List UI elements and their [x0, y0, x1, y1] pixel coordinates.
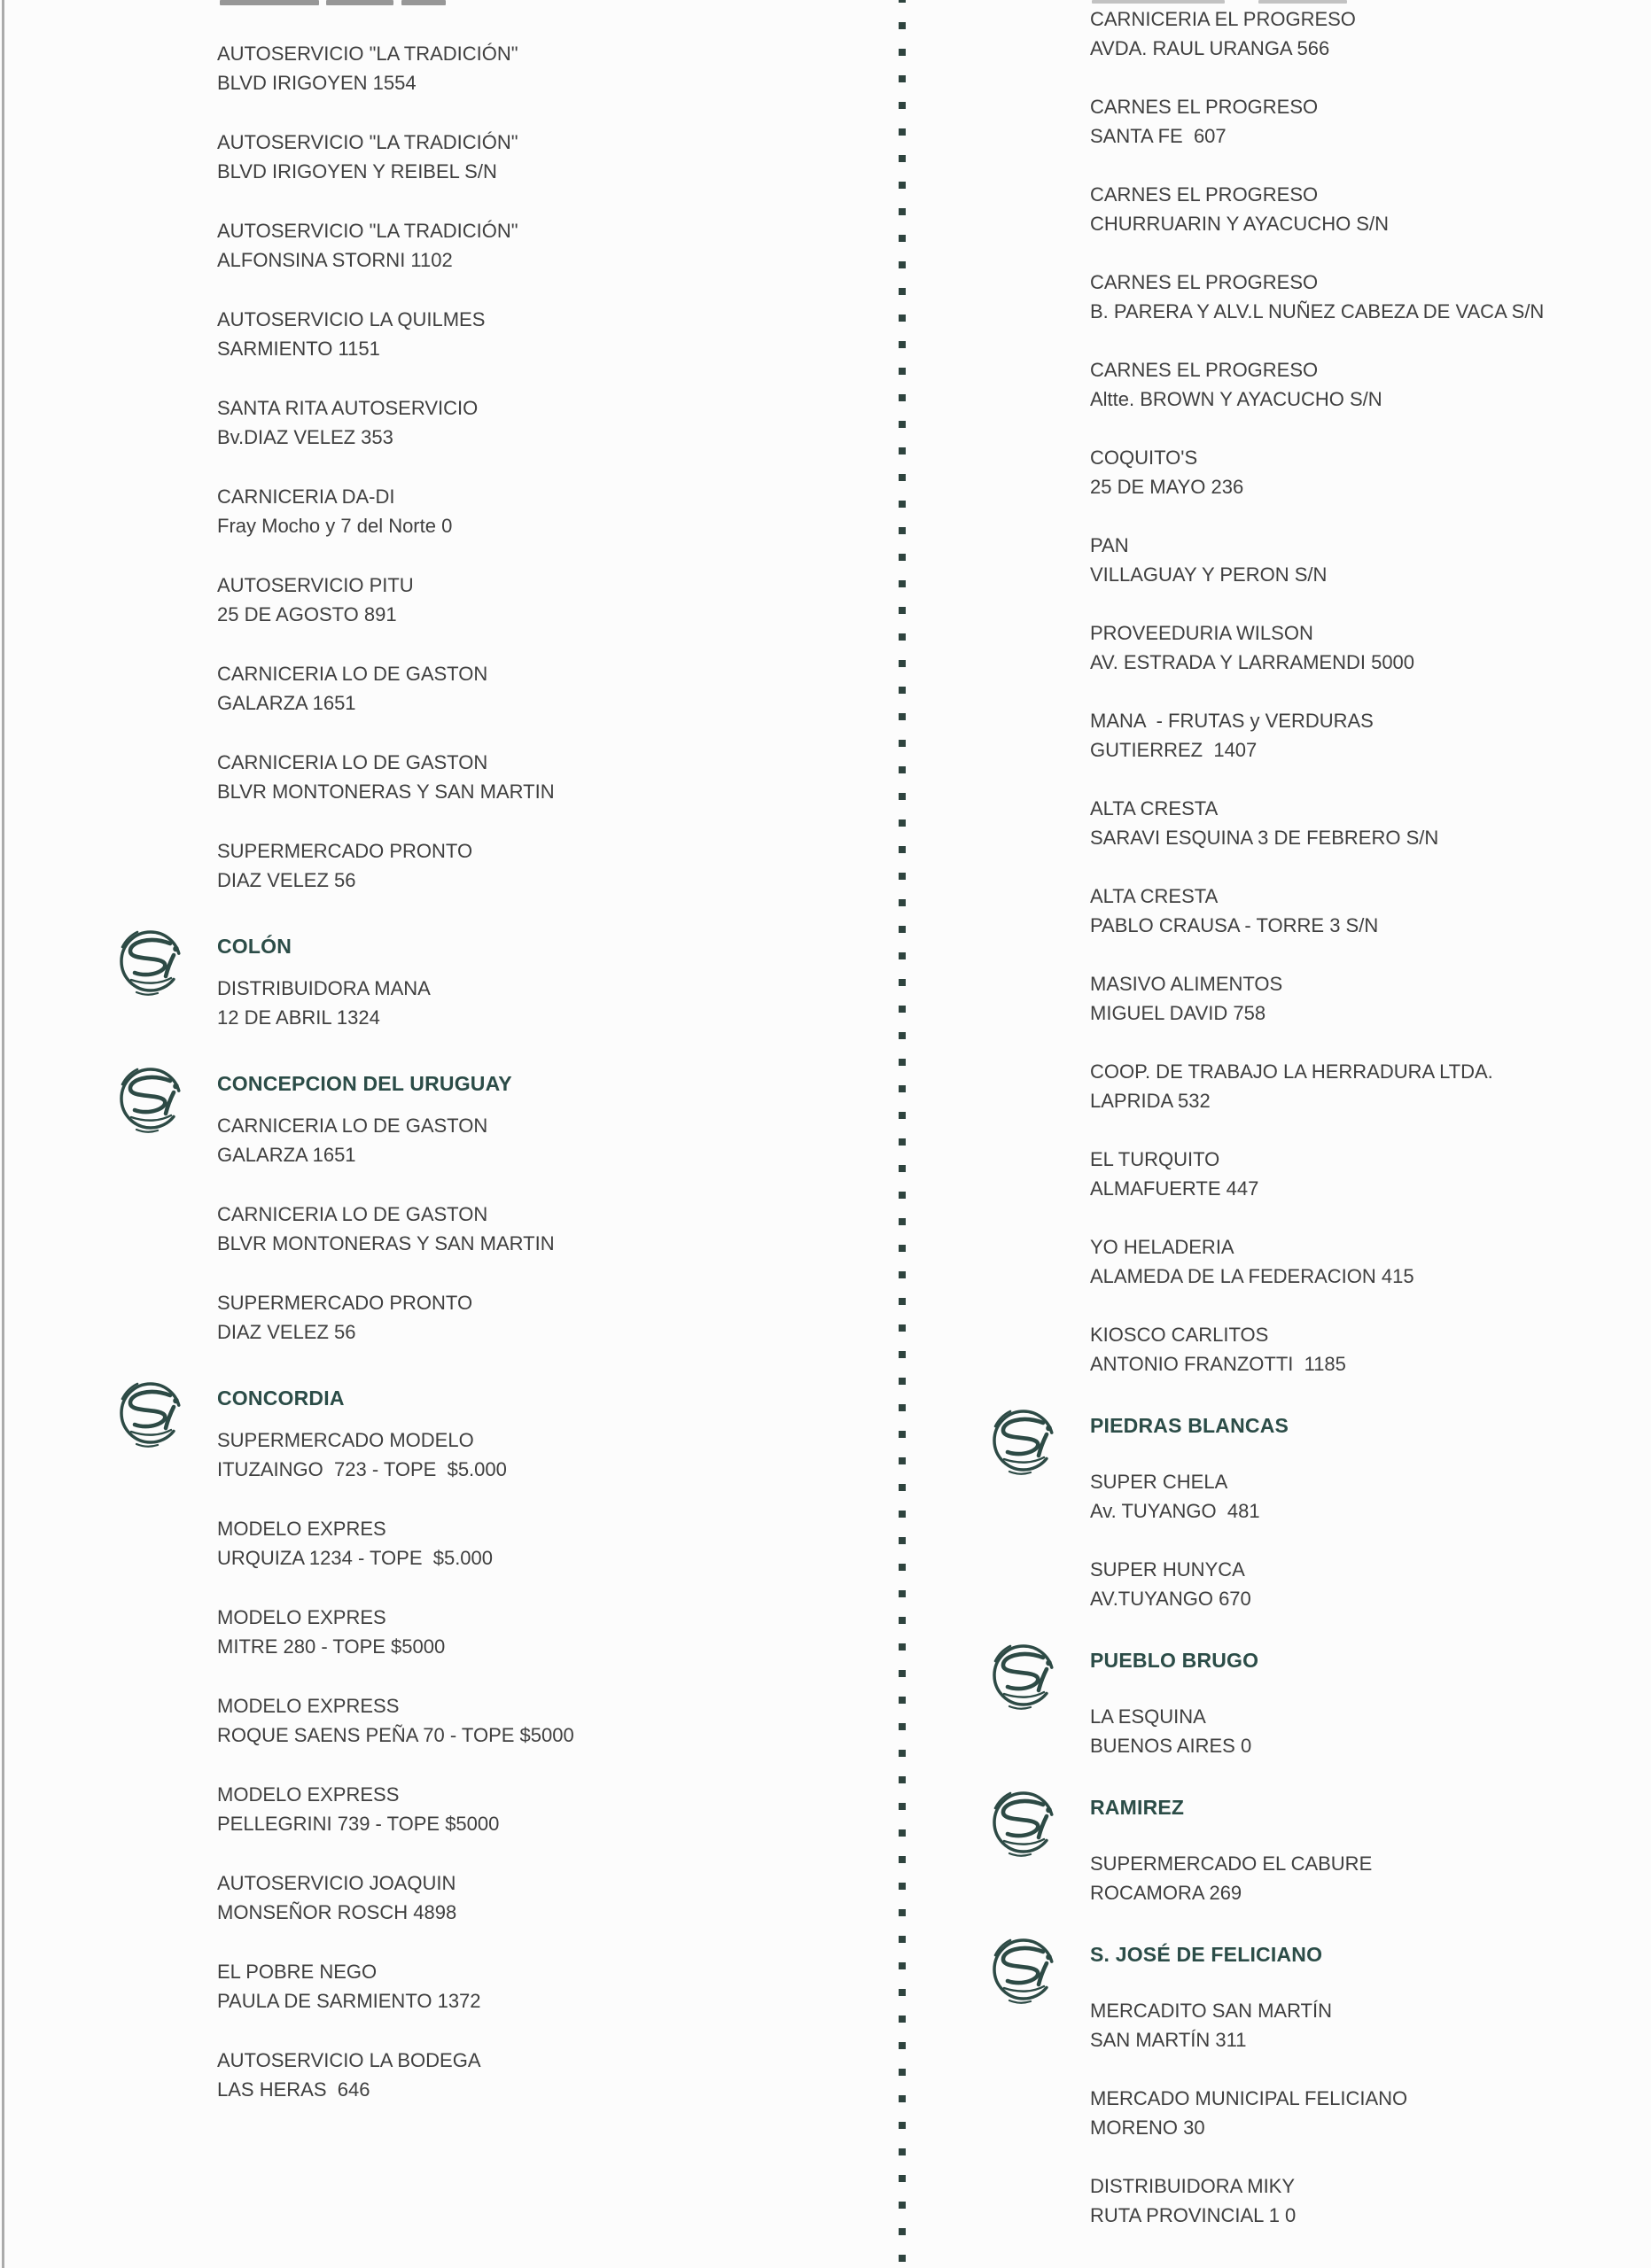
- si-logo-icon: [988, 1786, 1059, 1857]
- store-address: URQUIZA 1234 - TOPE $5.000: [217, 1547, 494, 1569]
- city-name: COLÓN: [217, 935, 292, 958]
- store-address: ROQUE SAENS PEÑA 70 - TOPE $5000: [217, 1724, 574, 1746]
- store-address: 12 DE ABRIL 1324: [217, 1006, 380, 1029]
- left-column: [217, 39, 802, 2134]
- store-name: DISTRIBUIDORA MIKY: [1090, 2175, 1296, 2197]
- city-section-header: [1090, 1646, 1258, 1675]
- store-address: LAS HERAS 646: [217, 2078, 370, 2101]
- store-entry: [1090, 268, 1544, 326]
- store-name: KIOSCO CARLITOS: [1090, 1324, 1269, 1346]
- store-entry: [1090, 1555, 1251, 1613]
- store-address: Av. TUYANGO 481: [1090, 1500, 1260, 1522]
- store-entry: [217, 2046, 481, 2104]
- store-address: VILLAGUAY Y PERON S/N: [1090, 563, 1328, 586]
- store-address: PELLEGRINI 739 - TOPE $5000: [217, 1813, 500, 1835]
- store-entry: [1090, 1232, 1414, 1291]
- store-address: PABLO CRAUSA - TORRE 3 S/N: [1090, 914, 1379, 936]
- store-entry: [217, 1691, 574, 1750]
- city-name: PUEBLO BRUGO: [1090, 1649, 1259, 1672]
- store-entry: [217, 128, 518, 186]
- store-name: CARNICERIA LO DE GASTON: [217, 1203, 488, 1225]
- store-entry: [217, 1111, 487, 1169]
- store-entry: [1090, 4, 1356, 63]
- store-address: BLVR MONTONERAS Y SAN MARTIN: [217, 781, 555, 803]
- city-name: RAMIREZ: [1090, 1796, 1185, 1819]
- store-address: MORENO 30: [1090, 2117, 1205, 2139]
- store-name: ALTA CRESTA: [1090, 797, 1219, 819]
- store-entry: [217, 216, 518, 275]
- store-entry: [217, 39, 518, 97]
- store-name: EL POBRE NEGO: [217, 1961, 378, 1983]
- store-name: SUPER HUNYCA: [1090, 1558, 1245, 1581]
- store-address: BLVD IRIGOYEN 1554: [217, 72, 417, 94]
- si-logo-icon: [115, 925, 186, 996]
- city-section-header: [1090, 1793, 1184, 1822]
- store-entry: [1090, 92, 1318, 151]
- store-address: ROCAMORA 269: [1090, 1882, 1242, 1904]
- store-name: AUTOSERVICIO LA QUILMES: [217, 308, 486, 330]
- store-address: CHURRUARIN Y AYACUCHO S/N: [1090, 213, 1389, 235]
- store-entry: [1090, 969, 1282, 1028]
- store-address: SARAVI ESQUINA 3 DE FEBRERO S/N: [1090, 827, 1439, 849]
- store-name: SUPERMERCADO PRONTO: [217, 1292, 473, 1314]
- store-name: SUPERMERCADO PRONTO: [217, 840, 473, 862]
- store-entry: [217, 1200, 555, 1258]
- store-entry: [1090, 2084, 1407, 2142]
- store-address: MITRE 280 - TOPE $5000: [217, 1635, 446, 1658]
- store-name: MERCADITO SAN MARTÍN: [1090, 2000, 1332, 2022]
- store-address: GALARZA 1651: [217, 692, 356, 714]
- store-entry: [1090, 1467, 1260, 1526]
- store-entry: [217, 659, 487, 718]
- store-name: AUTOSERVICIO "LA TRADICIÓN": [217, 220, 518, 242]
- store-entry: [217, 1603, 445, 1661]
- cutoff-text-remnant: [1092, 0, 1225, 4]
- store-name: MANA - FRUTAS y VERDURAS: [1090, 710, 1374, 732]
- store-address: DIAZ VELEZ 56: [217, 869, 356, 891]
- store-entry: [217, 305, 485, 363]
- store-entry: [217, 1288, 472, 1347]
- store-entry: [217, 571, 414, 629]
- store-entry: [1090, 1057, 1493, 1115]
- cutoff-text-remnant: [326, 0, 393, 5]
- store-entry: [217, 1425, 507, 1484]
- city-section-header: [217, 932, 292, 961]
- si-logo-icon: [988, 1404, 1059, 1475]
- store-entry: [1090, 531, 1327, 589]
- store-entry: [1090, 706, 1374, 765]
- store-entry: [1090, 2171, 1296, 2230]
- store-entry: [1090, 180, 1389, 238]
- store-entry: [1090, 443, 1243, 501]
- cutoff-text-remnant: [1258, 0, 1347, 4]
- store-entry: [1090, 355, 1382, 414]
- store-address: MIGUEL DAVID 758: [1090, 1002, 1266, 1024]
- store-name: CARNICERIA LO DE GASTON: [217, 1115, 488, 1137]
- city-name: CONCEPCION DEL URUGUAY: [217, 1072, 512, 1095]
- store-address: ANTONIO FRANZOTTI 1185: [1090, 1353, 1346, 1375]
- store-name: CARNES EL PROGRESO: [1090, 96, 1319, 118]
- store-address: PAULA DE SARMIENTO 1372: [217, 1990, 481, 2012]
- store-name: MODELO EXPRES: [217, 1606, 386, 1628]
- store-entry: [217, 1780, 499, 1838]
- si-logo-icon: [988, 1639, 1059, 1710]
- cutoff-text-remnant: [401, 0, 446, 5]
- store-entry: [1090, 1145, 1258, 1203]
- city-section-header: [217, 1069, 512, 1099]
- store-name: YO HELADERIA: [1090, 1236, 1234, 1258]
- store-entry: [217, 482, 452, 540]
- store-address: GALARZA 1651: [217, 1144, 356, 1166]
- city-name: S. JOSÉ DE FELICIANO: [1090, 1943, 1323, 1966]
- store-name: AUTOSERVICIO JOAQUIN: [217, 1872, 456, 1894]
- store-address: SARMIENTO 1151: [217, 338, 380, 360]
- si-logo-icon: [988, 1933, 1059, 2004]
- store-address: GUTIERREZ 1407: [1090, 739, 1258, 761]
- store-entry: [217, 1514, 493, 1573]
- city-section-header: [1090, 1411, 1289, 1441]
- store-address: AVDA. RAUL URANGA 566: [1090, 37, 1330, 59]
- cutoff-text-remnant: [220, 0, 319, 5]
- store-entry: [217, 393, 478, 452]
- store-name: CARNICERIA DA-DI: [217, 485, 395, 508]
- city-name: PIEDRAS BLANCAS: [1090, 1414, 1289, 1437]
- store-entry: [1090, 794, 1438, 852]
- store-address: DIAZ VELEZ 56: [217, 1321, 356, 1343]
- store-address: ALAMEDA DE LA FEDERACION 415: [1090, 1265, 1414, 1287]
- store-entry: [217, 1868, 456, 1927]
- store-address: MONSEÑOR ROSCH 4898: [217, 1901, 457, 1923]
- store-address: Altte. BROWN Y AYACUCHO S/N: [1090, 388, 1382, 410]
- store-name: CARNICERIA EL PROGRESO: [1090, 8, 1356, 30]
- store-name: SANTA RITA AUTOSERVICIO: [217, 397, 479, 419]
- store-address: BLVD IRIGOYEN Y REIBEL S/N: [217, 160, 497, 183]
- column-divider-dotted-line: [899, 0, 906, 2268]
- store-name: EL TURQUITO: [1090, 1148, 1220, 1170]
- store-name: CARNES EL PROGRESO: [1090, 183, 1319, 206]
- store-name: SUPERMERCADO MODELO: [217, 1429, 474, 1451]
- store-address: 25 DE AGOSTO 891: [217, 603, 397, 625]
- store-entry: [1090, 1320, 1346, 1379]
- store-name: SUPER CHELA: [1090, 1471, 1228, 1493]
- store-name: MODELO EXPRESS: [217, 1695, 400, 1717]
- store-entry: [217, 748, 555, 806]
- store-name: CARNICERIA LO DE GASTON: [217, 663, 488, 685]
- store-address: RUTA PROVINCIAL 1 0: [1090, 2204, 1297, 2226]
- store-address: ITUZAINGO 723 - TOPE $5.000: [217, 1458, 507, 1480]
- store-name: CARNES EL PROGRESO: [1090, 271, 1319, 293]
- store-name: MASIVO ALIMENTOS: [1090, 973, 1283, 995]
- store-address: ALFONSINA STORNI 1102: [217, 249, 453, 271]
- store-name: AUTOSERVICIO LA BODEGA: [217, 2049, 481, 2071]
- store-address: AV.TUYANGO 670: [1090, 1588, 1251, 1610]
- store-name: SUPERMERCADO EL CABURE: [1090, 1852, 1373, 1875]
- store-name: PAN: [1090, 534, 1129, 556]
- city-name: CONCORDIA: [217, 1386, 345, 1410]
- store-address: Bv.DIAZ VELEZ 353: [217, 426, 393, 448]
- store-address: BUENOS AIRES 0: [1090, 1735, 1252, 1757]
- store-name: PROVEEDURIA WILSON: [1090, 622, 1313, 644]
- store-entry: [1090, 1702, 1251, 1760]
- store-entry: [217, 1957, 481, 2016]
- store-name: DISTRIBUIDORA MANA: [217, 977, 431, 999]
- store-name: AUTOSERVICIO "LA TRADICIÓN": [217, 43, 518, 65]
- store-address: ALMAFUERTE 447: [1090, 1177, 1259, 1200]
- store-entry: [1090, 882, 1378, 940]
- store-address: BLVR MONTONERAS Y SAN MARTIN: [217, 1232, 555, 1254]
- store-entry: [217, 974, 431, 1032]
- store-address: Fray Mocho y 7 del Norte 0: [217, 515, 453, 537]
- store-name: MERCADO MUNICIPAL FELICIANO: [1090, 2087, 1408, 2109]
- store-name: COQUITO'S: [1090, 447, 1198, 469]
- city-section-header: [1090, 1940, 1322, 1969]
- city-section-header: [217, 1384, 345, 1413]
- store-entry: [1090, 1849, 1372, 1907]
- si-logo-icon: [115, 1377, 186, 1448]
- store-name: MODELO EXPRES: [217, 1518, 386, 1540]
- right-column: [1090, 4, 1647, 2259]
- store-address: SANTA FE 607: [1090, 125, 1227, 147]
- store-name: AUTOSERVICIO "LA TRADICIÓN": [217, 131, 518, 153]
- store-name: MODELO EXPRESS: [217, 1783, 400, 1806]
- store-name: CARNES EL PROGRESO: [1090, 359, 1319, 381]
- store-entry: [1090, 618, 1414, 677]
- page-left-border: [2, 0, 4, 2268]
- si-logo-icon: [115, 1062, 186, 1133]
- store-address: 25 DE MAYO 236: [1090, 476, 1244, 498]
- store-name: ALTA CRESTA: [1090, 885, 1219, 907]
- store-name: AUTOSERVICIO PITU: [217, 574, 414, 596]
- store-address: LAPRIDA 532: [1090, 1090, 1211, 1112]
- store-address: SAN MARTÍN 311: [1090, 2029, 1247, 2051]
- store-entry: [1090, 1996, 1332, 2054]
- store-name: LA ESQUINA: [1090, 1705, 1206, 1728]
- store-name: CARNICERIA LO DE GASTON: [217, 751, 488, 773]
- store-entry: [217, 836, 472, 895]
- store-name: COOP. DE TRABAJO LA HERRADURA LTDA.: [1090, 1060, 1493, 1083]
- store-address: AV. ESTRADA Y LARRAMENDI 5000: [1090, 651, 1415, 673]
- store-address: B. PARERA Y ALV.L NUÑEZ CABEZA DE VACA S/N: [1090, 300, 1545, 322]
